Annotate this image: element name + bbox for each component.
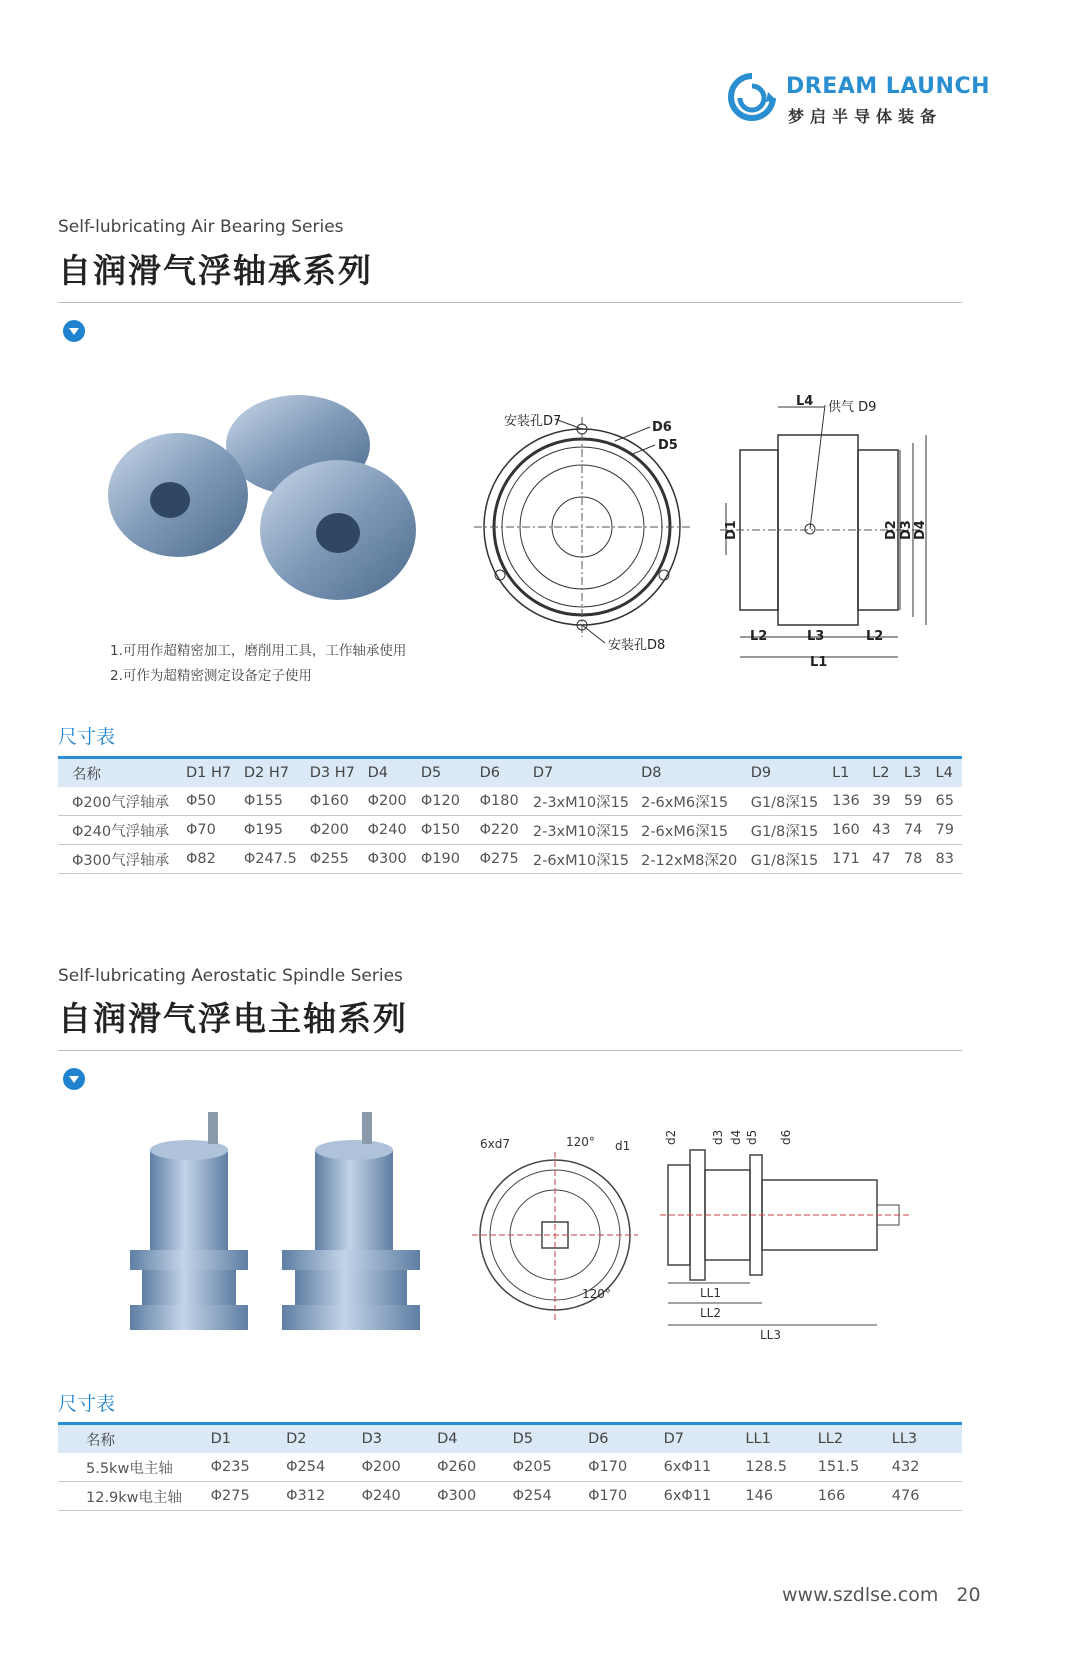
table-header-cell: D4 [364, 758, 417, 788]
table-header-cell: D2 H7 [240, 758, 306, 788]
table-cell: 2-12xM8深20 [637, 845, 747, 874]
table-cell: 476 [888, 1482, 962, 1511]
air-bearing-spec-table [58, 756, 962, 874]
air-bearing-front-drawing [470, 405, 710, 655]
label-d6: D6 [652, 420, 672, 435]
section2-table-title: 尺寸表 [58, 1393, 116, 1415]
brand-logo [728, 72, 991, 132]
table-header-cell: 名称 [58, 758, 182, 788]
table-header-cell: L3 [900, 758, 932, 788]
label-d3: D3 [899, 520, 914, 540]
section2-marker-icon [63, 1068, 85, 1090]
label-angle-bottom: 120° [582, 1287, 611, 1301]
table-cell: 83 [932, 845, 962, 874]
label-d6-small: d6 [779, 1129, 793, 1145]
label-d4-small: d4 [729, 1129, 743, 1145]
table-cell: 2-3xM10深15 [529, 787, 637, 816]
table-cell: Φ300气浮轴承 [58, 845, 182, 874]
section1-title-cn: 自润滑气浮轴承系列 [58, 251, 373, 290]
table-cell: Φ150 [417, 816, 476, 845]
label-d4: D4 [913, 520, 928, 540]
table-cell: Φ155 [240, 787, 306, 816]
section1-notes [110, 639, 406, 689]
table-header-cell: D5 [509, 1424, 585, 1454]
table-cell: Φ254 [509, 1482, 585, 1511]
table-row [58, 1482, 962, 1511]
label-d5: D5 [658, 438, 678, 453]
table-cell: 2-6xM10深15 [529, 845, 637, 874]
table-header-cell: D2 [282, 1424, 358, 1454]
label-ll2: LL2 [700, 1306, 722, 1320]
table-header-row [58, 1424, 962, 1454]
table-row [58, 787, 962, 816]
table-cell: Φ275 [476, 845, 529, 874]
table-cell: 65 [932, 787, 962, 816]
table-header-row [58, 758, 962, 788]
table-cell: Φ240 [364, 816, 417, 845]
spindle-front-drawing [470, 1130, 650, 1330]
table-cell: 74 [900, 816, 932, 845]
page-footer [782, 1584, 981, 1606]
table-header-cell: LL1 [741, 1424, 813, 1454]
table-cell: Φ240气浮轴承 [58, 816, 182, 845]
label-ll3: LL3 [760, 1328, 782, 1342]
section1-table-title: 尺寸表 [58, 726, 116, 748]
table-row [58, 845, 962, 874]
table-header-cell: D8 [637, 758, 747, 788]
table-cell: Φ275 [207, 1482, 283, 1511]
table-cell: Φ240 [358, 1482, 434, 1511]
table-cell: 43 [868, 816, 900, 845]
table-cell: 2-6xM6深15 [637, 816, 747, 845]
table-header-cell: D4 [433, 1424, 509, 1454]
label-d1-small: d1 [615, 1139, 631, 1153]
table-cell: Φ160 [306, 787, 364, 816]
table-cell: Φ205 [509, 1453, 585, 1482]
table-header-cell: L2 [868, 758, 900, 788]
table-cell: Φ220 [476, 816, 529, 845]
table-header-cell: D7 [529, 758, 637, 788]
section2-divider [58, 1050, 962, 1051]
table-cell: 166 [814, 1482, 888, 1511]
table-cell: 59 [900, 787, 932, 816]
table-cell: Φ200气浮轴承 [58, 787, 182, 816]
table-cell: 2-3xM10深15 [529, 816, 637, 845]
table-cell: 79 [932, 816, 962, 845]
table-cell: Φ200 [358, 1453, 434, 1482]
table-header-cell: D7 [660, 1424, 742, 1454]
table-cell: Φ50 [182, 787, 240, 816]
table-cell: Φ200 [364, 787, 417, 816]
circular-arrows-logo-icon [728, 72, 776, 124]
label-ll1: LL1 [700, 1286, 722, 1300]
label-6xd7: 6xd7 [480, 1137, 510, 1151]
table-cell: 5.5kw电主轴 [58, 1453, 207, 1482]
table-cell: Φ190 [417, 845, 476, 874]
table-cell: Φ300 [364, 845, 417, 874]
table-cell: Φ260 [433, 1453, 509, 1482]
table-cell: Φ255 [306, 845, 364, 874]
table-header-cell: 名称 [58, 1424, 207, 1454]
table-cell: G1/8深15 [747, 845, 828, 874]
label-l2a: L2 [750, 629, 768, 644]
spindle-product-photo [130, 1110, 420, 1340]
table-cell: 151.5 [814, 1453, 888, 1482]
table-cell: Φ300 [433, 1482, 509, 1511]
table-header-cell: L4 [932, 758, 962, 788]
label-d3-small: d3 [711, 1129, 725, 1145]
table-cell: 171 [828, 845, 868, 874]
spindle-spec-table [58, 1422, 962, 1511]
table-cell: 6xΦ11 [660, 1453, 742, 1482]
table-cell: 12.9kw电主轴 [58, 1482, 207, 1511]
table-header-cell: D5 [417, 758, 476, 788]
table-header-cell: D1 H7 [182, 758, 240, 788]
table-cell: 6xΦ11 [660, 1482, 742, 1511]
table-cell: Φ180 [476, 787, 529, 816]
table-header-cell: LL2 [814, 1424, 888, 1454]
table-cell: 136 [828, 787, 868, 816]
table-header-cell: D3 [358, 1424, 434, 1454]
section2-title-en: Self-lubricating Aerostatic Spindle Series [58, 966, 403, 986]
table-header-cell: LL3 [888, 1424, 962, 1454]
air-bearing-product-photo [108, 395, 428, 610]
table-cell: Φ235 [207, 1453, 283, 1482]
table-cell: 2-6xM6深15 [637, 787, 747, 816]
air-bearing-side-drawing [720, 395, 940, 670]
table-header-cell: D9 [747, 758, 828, 788]
label-d5-small: d5 [745, 1129, 759, 1145]
table-cell: G1/8深15 [747, 787, 828, 816]
label-l4: L4 [796, 395, 814, 409]
table-cell: 128.5 [741, 1453, 813, 1482]
label-d2-small: d2 [664, 1129, 678, 1145]
table-header-cell: L1 [828, 758, 868, 788]
brand-name-en: DREAM LAUNCH [786, 74, 991, 99]
label-l1: L1 [810, 655, 828, 670]
label-d8: 安装孔D8 [608, 638, 666, 653]
section1-divider [58, 302, 962, 303]
label-angle-top: 120° [566, 1135, 595, 1149]
label-d7: 安装孔D7 [504, 414, 562, 429]
label-d1: D1 [724, 520, 739, 540]
note-item: 1.可用作超精密加工，磨削用工具，工作轴承使用 [110, 643, 407, 659]
footer-url: www.szdlse.com [782, 1584, 939, 1606]
table-header-cell: D1 [207, 1424, 283, 1454]
table-cell: 78 [900, 845, 932, 874]
table-cell: 146 [741, 1482, 813, 1511]
label-l2b: L2 [866, 629, 884, 644]
section2-title-cn: 自润滑气浮电主轴系列 [58, 999, 408, 1038]
brand-name-cn: 梦启半导体装备 [788, 107, 943, 126]
table-cell: 39 [868, 787, 900, 816]
section1-title-en: Self-lubricating Air Bearing Series [58, 217, 344, 237]
table-cell: Φ200 [306, 816, 364, 845]
table-cell: G1/8深15 [747, 816, 828, 845]
table-cell: Φ70 [182, 816, 240, 845]
table-header-cell: D3 H7 [306, 758, 364, 788]
label-d9: 供气 D9 [828, 400, 877, 415]
table-cell: Φ170 [584, 1453, 660, 1482]
table-header-cell: D6 [476, 758, 529, 788]
table-cell: Φ82 [182, 845, 240, 874]
table-cell: Φ312 [282, 1482, 358, 1511]
table-cell: 47 [868, 845, 900, 874]
section1-marker-icon [63, 320, 85, 342]
page-number: 20 [956, 1584, 981, 1606]
table-cell: 160 [828, 816, 868, 845]
table-cell: Φ247.5 [240, 845, 306, 874]
spindle-side-drawing [660, 1125, 940, 1345]
table-row [58, 1453, 962, 1482]
label-d2: D2 [884, 520, 899, 540]
table-header-cell: D6 [584, 1424, 660, 1454]
table-cell: Φ195 [240, 816, 306, 845]
table-cell: Φ254 [282, 1453, 358, 1482]
table-cell: 432 [888, 1453, 962, 1482]
table-cell: Φ170 [584, 1482, 660, 1511]
table-cell: Φ120 [417, 787, 476, 816]
table-row [58, 816, 962, 845]
note-item: 2.可作为超精密测定设备定子使用 [110, 668, 312, 684]
label-l3: L3 [807, 629, 825, 644]
